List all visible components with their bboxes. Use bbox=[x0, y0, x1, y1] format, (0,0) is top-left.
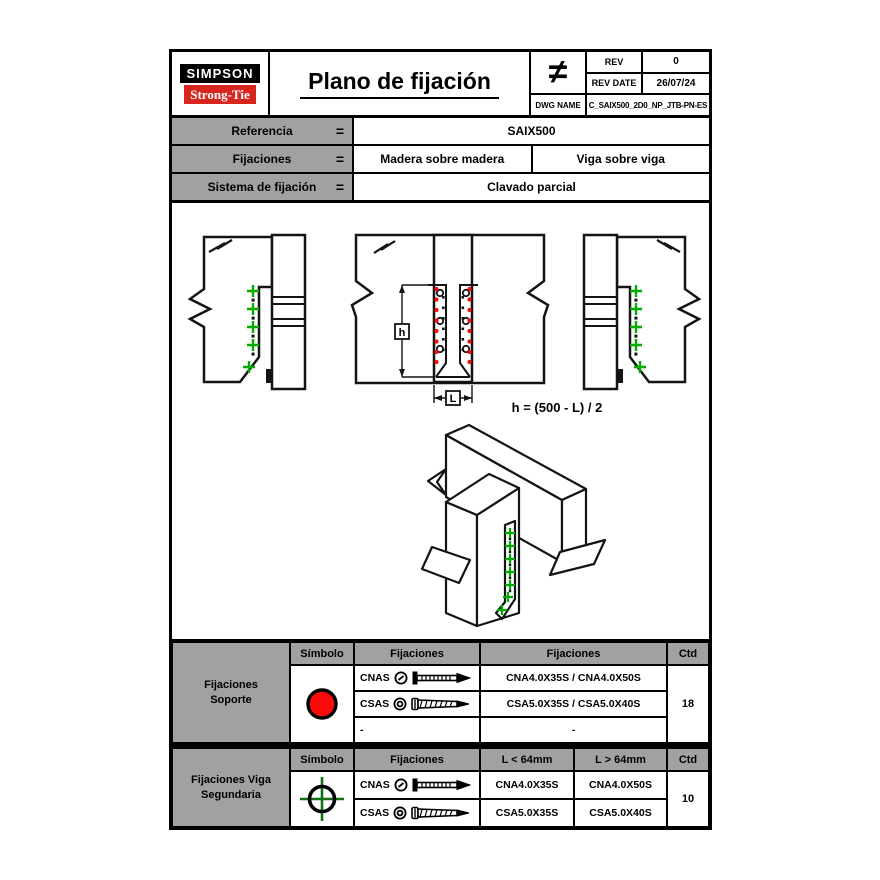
height-formula: h = (500 - L) / 2 bbox=[511, 400, 603, 415]
fixing-code: CNAS bbox=[360, 672, 390, 684]
logo-simpson: SIMPSON bbox=[180, 64, 261, 83]
dwg-name-label: DWG NAME bbox=[531, 95, 587, 115]
beam-break-notch bbox=[428, 469, 446, 495]
label-text: Fijaciones bbox=[232, 152, 292, 166]
rev-value: 0 bbox=[643, 52, 709, 74]
nail-side-icon bbox=[412, 777, 472, 793]
title-cell bbox=[270, 52, 529, 115]
screw-head-icon bbox=[393, 697, 407, 711]
support-fixings-row-label: Fijaciones Soporte bbox=[172, 642, 290, 743]
referencia-value: SAIX500 bbox=[507, 124, 556, 138]
isometric-view bbox=[362, 421, 642, 639]
fixing-row-cnas bbox=[354, 771, 480, 799]
drawing-area bbox=[172, 203, 709, 639]
label-text: Referencia bbox=[231, 124, 293, 138]
side-view-left bbox=[180, 227, 340, 397]
referencia-label bbox=[172, 118, 354, 144]
nail-side-icon bbox=[412, 670, 472, 686]
drawing-sheet bbox=[169, 49, 712, 830]
fijaciones-value-2: Viga sobre viga bbox=[576, 152, 665, 166]
fijaciones-label bbox=[172, 146, 354, 172]
col-header-simbolo: Símbolo bbox=[290, 748, 354, 771]
screw-side-icon bbox=[411, 805, 471, 821]
fixing-code: CSAS bbox=[360, 698, 390, 710]
fixing-value: - bbox=[480, 717, 667, 743]
not-equal-icon: ≠ bbox=[531, 52, 587, 95]
dwg-name-value: C_SAIX500_2D0_NP_JTB-PN-ES bbox=[588, 100, 708, 110]
secondary-beam-fixings-table bbox=[172, 743, 709, 827]
fixing-row-empty: - bbox=[354, 717, 480, 743]
simpson-strongtie-logo bbox=[172, 52, 270, 115]
support-qty: 18 bbox=[667, 665, 709, 743]
side-view-right bbox=[549, 227, 709, 397]
fijaciones-value-1: Madera sobre madera bbox=[354, 146, 533, 172]
title-block bbox=[172, 52, 709, 118]
fixing-row-csas bbox=[354, 799, 480, 827]
nail-head-icon bbox=[394, 671, 408, 685]
label-text: Sistema de fijación bbox=[207, 180, 317, 194]
fixing-code: CSAS bbox=[360, 807, 390, 819]
fixing-code: CNAS bbox=[360, 779, 390, 791]
screw-head-icon bbox=[393, 806, 407, 820]
red-circle-icon bbox=[302, 684, 342, 724]
fixing-value: CSA5.0X35S / CSA5.0X40S bbox=[480, 691, 667, 717]
screw-side-icon bbox=[411, 696, 471, 712]
support-symbol-cell bbox=[290, 665, 354, 743]
logo-strongtie: Strong-Tie bbox=[184, 85, 255, 104]
col-header-ctd: Ctd bbox=[667, 642, 709, 665]
table-row bbox=[172, 146, 709, 174]
green-crosshair-icon bbox=[298, 775, 346, 823]
col-header-l-gt-64: L > 64mm bbox=[574, 748, 667, 771]
dim-h-label: h bbox=[398, 327, 406, 339]
beam-fixings-row-label: Fijaciones Viga Segundaria bbox=[172, 748, 290, 827]
dim-l-label: L bbox=[449, 393, 457, 405]
fixing-value-gt: CSA5.0X40S bbox=[574, 799, 667, 827]
col-header-l-lt-64: L < 64mm bbox=[480, 748, 574, 771]
equals-sign: = bbox=[335, 123, 344, 139]
sistema-value: Clavado parcial bbox=[487, 180, 576, 194]
fixing-value-gt: CNA4.0X50S bbox=[574, 771, 667, 799]
beam-qty: 10 bbox=[667, 771, 709, 827]
nail-head-icon bbox=[394, 778, 408, 792]
col-header-simbolo: Símbolo bbox=[290, 642, 354, 665]
table-row bbox=[172, 174, 709, 200]
page-title: Plano de fijación bbox=[300, 68, 499, 99]
fixing-row-csas bbox=[354, 691, 480, 717]
secondary-beam-outline bbox=[434, 235, 472, 382]
rev-date-label: REV DATE bbox=[587, 74, 643, 96]
equals-sign: = bbox=[335, 179, 344, 195]
sistema-label bbox=[172, 174, 354, 200]
table-row bbox=[172, 118, 709, 146]
reference-table bbox=[172, 118, 709, 203]
col-header-fijaciones-2: Fijaciones bbox=[480, 642, 667, 665]
equals-sign: = bbox=[335, 151, 344, 167]
revision-block bbox=[529, 52, 709, 115]
fixing-value-lt: CNA4.0X35S bbox=[480, 771, 574, 799]
col-header-ctd: Ctd bbox=[667, 748, 709, 771]
col-header-fijaciones: Fijaciones bbox=[354, 748, 480, 771]
rev-date-value: 26/07/24 bbox=[643, 74, 709, 96]
fixing-value-lt: CSA5.0X35S bbox=[480, 799, 574, 827]
fixing-value: CNA4.0X35S / CNA4.0X50S bbox=[480, 665, 667, 691]
front-view bbox=[350, 225, 550, 417]
support-fixings-table bbox=[172, 639, 709, 743]
fixing-row-cnas bbox=[354, 665, 480, 691]
rev-label: REV bbox=[587, 52, 643, 74]
col-header-fijaciones: Fijaciones bbox=[354, 642, 480, 665]
beam-symbol-cell bbox=[290, 771, 354, 827]
